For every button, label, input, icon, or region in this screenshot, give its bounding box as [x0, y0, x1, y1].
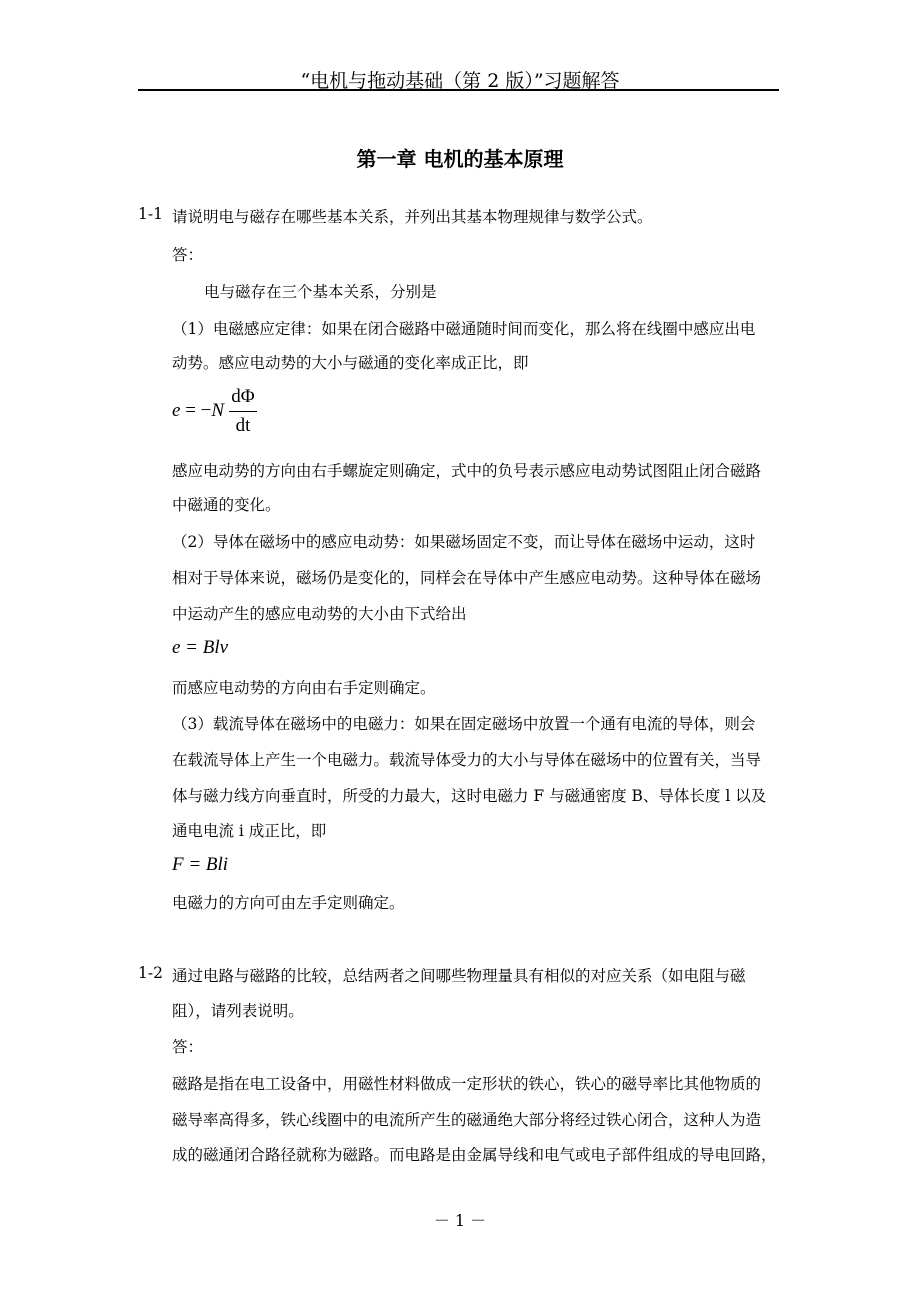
question-text: 通过电路与磁路的比较，总结两者之间哪些物理量具有相似的对应关系（如电阻与磁: [172, 967, 746, 985]
chapter-title: 第一章 电机的基本原理: [356, 147, 564, 171]
answer-label: 答：: [172, 1038, 204, 1056]
paragraph-line: （3）载流导体在磁场中的电磁力：如果在固定磁场中放置一个通有电流的导体，则会: [172, 715, 756, 733]
header-rule: [138, 89, 779, 91]
answer-intro: 电与磁存在三个基本关系，分别是: [204, 283, 437, 301]
paragraph-line: （2）导体在磁场中的感应电动势：如果磁场固定不变，而让导体在磁场中运动，这时: [172, 533, 756, 551]
paragraph-line: 而感应电动势的方向由右手定则确定。: [172, 679, 436, 697]
question-number: 1-1: [138, 205, 163, 223]
running-header: “电机与拖动基础（第 2 版）”习题解答: [300, 70, 620, 92]
paragraph-line: 磁路是指在电工设备中，用磁性材料做成一定形状的铁心，铁心的磁导率比其他物质的: [172, 1075, 762, 1093]
formula-lorentz-force: F = Bli: [172, 854, 229, 875]
fraction-numerator: dΦ: [231, 386, 255, 407]
paragraph-line: 中磁通的变化。: [172, 496, 281, 514]
formula-emf: [172, 400, 224, 422]
formula-operator: = −: [180, 400, 212, 421]
page-number: － 1 －: [433, 1211, 487, 1230]
paragraph-line: 体与磁力线方向垂直时，所受的力最大，这时电磁力 F 与磁通密度 B、导体长度 l 以及: [172, 787, 767, 805]
question-number: 1-2: [138, 964, 163, 982]
paragraph-line: （1）电磁感应定律：如果在闭合磁路中磁通随时间而变化，那么将在线圈中感应出电: [172, 320, 756, 338]
question-text: 请说明电与磁存在哪些基本关系，并列出其基本物理规律与数学公式。: [172, 208, 653, 226]
formula-symbol: e: [172, 400, 181, 421]
paragraph-line: 磁导率高得多，铁心线圈中的电流所产生的磁通绝大部分将经过铁心闭合，这种人为造: [172, 1111, 762, 1129]
answer-label: 答：: [172, 246, 204, 264]
paragraph-line: 成的磁通闭合路径就称为磁路。而电路是由金属导线和电气或电子部件组成的导电回路，: [172, 1146, 777, 1164]
formula-fraction: [229, 386, 257, 438]
paragraph-line: 在载流导体上产生一个电磁力。载流导体受力的大小与导体在磁场中的位置有关，当导: [172, 751, 762, 769]
question-text: 阻），请列表说明。: [172, 1002, 304, 1020]
paragraph-line: 电磁力的方向可由左手定则确定。: [172, 894, 405, 912]
fraction-bar: [229, 411, 257, 412]
paragraph-line: 通电电流 i 成正比，即: [172, 822, 327, 840]
paragraph-line: 相对于导体来说，磁场仍是变化的，同样会在导体中产生感应电动势。这种导体在磁场: [172, 569, 762, 587]
paragraph-line: 感应电动势的方向由右手螺旋定则确定，式中的负号表示感应电动势试图阻止闭合磁路: [172, 462, 762, 480]
paragraph-line: 中运动产生的感应电动势的大小由下式给出: [172, 605, 467, 623]
formula-symbol: N: [211, 400, 225, 421]
formula-motional-emf: e = Blv: [172, 637, 229, 658]
fraction-denominator: dt: [235, 415, 251, 436]
paragraph-line: 动势。感应电动势的大小与磁通的变化率成正比，即: [172, 354, 529, 372]
